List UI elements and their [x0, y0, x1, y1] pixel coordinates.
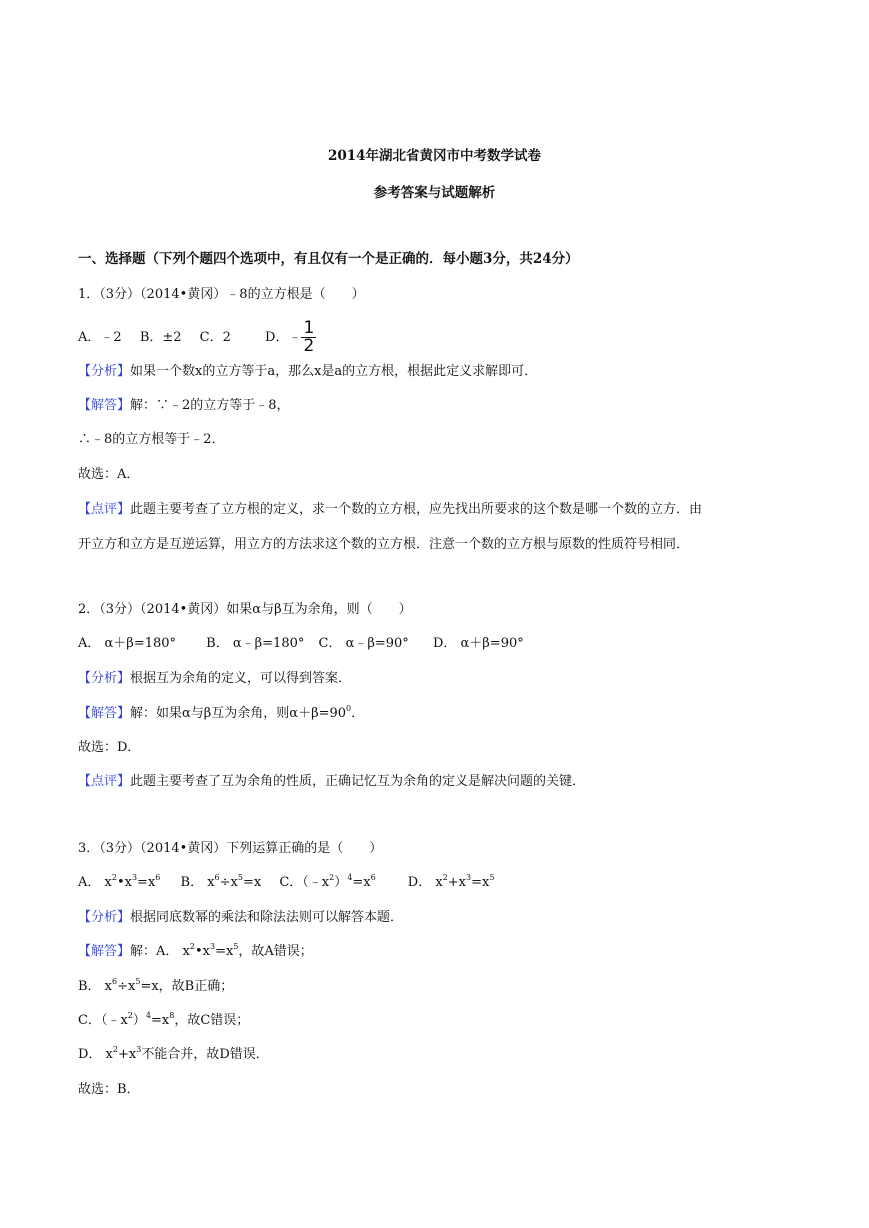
q2-option-c: C． α﹣β=90°: [318, 636, 409, 651]
q2-option-a: A． α＋β=180°: [78, 636, 177, 651]
q1-comment: [78, 501, 702, 519]
comment-tag: 【点评】: [78, 502, 131, 517]
fraction-numerator: 1: [303, 318, 315, 338]
q1-comment-text: 此题主要考查了立方根的定义，求一个数的立方根，应先找出所要求的这个数是哪一个数的立方．由: [130, 502, 703, 517]
analysis-tag: 【分析】: [78, 671, 131, 686]
q1-option-b: B．±2: [139, 330, 182, 345]
q2-option-b: B． α﹣β=180°: [206, 636, 305, 651]
q1-options: [78, 318, 316, 358]
solution-tag: 【解答】: [78, 398, 131, 413]
page-subtitle: 参考答案与试题解析: [373, 185, 496, 201]
q2-analysis: [78, 670, 351, 688]
q3-solution-line-b: B． $x^6\div x^5=x$，故B正确；: [78, 977, 234, 994]
q3-solution: 【解答】解：A． $x^2•x^3=x^5$，故A错误；: [78, 942, 313, 959]
q3-option-c: C．$(﹣x^2)^4=x^6$: [279, 873, 376, 890]
q3-stem: 3．（3分）（2014•黄冈）下列运算正确的是（ ）: [78, 841, 383, 856]
q3-analysis-text: 根据同底数幂的乘法和除法法则可以解答本题．: [130, 910, 404, 925]
q1-solution-line2: ∴﹣8的立方根等于﹣2．: [78, 432, 225, 447]
q1-comment-line2: 开立方和立方是互逆运算，用立方的方法求这个数的立方根．注意一个数的立方根与原数的性质符号相同．: [78, 537, 690, 552]
q2-options: [78, 635, 524, 653]
solution-tag: 【解答】: [78, 944, 131, 959]
q3-solution-line-d: D． $x^2+x^3$不能合并，故D错误．: [78, 1045, 269, 1062]
q1-solution: [78, 397, 290, 415]
q1-option-c: C．2: [199, 330, 231, 345]
q1-stem: 1．（3分）（2014•黄冈）﹣8的立方根是（ ）: [78, 287, 365, 302]
q2-solution-text: 解：如果α与β互为余角，则α＋β=90: [130, 706, 347, 721]
q2-analysis-text: 根据互为余角的定义，可以得到答案．: [130, 671, 352, 686]
solution-tag: 【解答】: [78, 706, 131, 721]
q3-choice: 故选：B．: [78, 1082, 140, 1097]
analysis-tag: 【分析】: [78, 910, 131, 925]
section-heading: 一、选择题（下列个题四个选项中，有且仅有一个是正确的．每小题3分，共24分）: [78, 251, 579, 267]
q1-choice: 故选：A．: [78, 467, 140, 482]
q2-comment: [78, 773, 585, 791]
q2-choice: 故选：D．: [78, 740, 141, 755]
q2-comment-text: 此题主要考查了互为余角的性质，正确记忆互为余角的定义是解决问题的关键．: [130, 774, 586, 789]
q2-solution-end: ．: [351, 706, 365, 721]
q2-solution: [78, 705, 364, 723]
q3-option-d: D． $x^2+x^3=x^5$: [407, 873, 495, 890]
q3-analysis: [78, 909, 403, 927]
q1-option-a: A．﹣2: [78, 330, 122, 345]
q1-analysis-text: 如果一个数x的立方等于a，那么x是a的立方根，根据此定义求解即可．: [130, 364, 538, 379]
q3-option-b: B． $x^6\div x^5=x$: [180, 873, 262, 890]
analysis-tag: 【分析】: [78, 364, 131, 379]
q2-option-d: D． α＋β=90°: [432, 636, 524, 651]
q3-option-a: A． $x^2•x^3=x^6$: [78, 873, 161, 890]
page-title: 2014年湖北省黄冈市中考数学试卷: [327, 148, 542, 164]
comment-tag: 【点评】: [78, 774, 131, 789]
q3-solution-line-c: C．$(﹣x^2)^4=x^8$，故C错误；: [78, 1011, 250, 1028]
q1-solution-text: 解：∵﹣2的立方等于﹣8，: [130, 398, 290, 413]
q3-options: [78, 874, 494, 892]
q1-analysis: [78, 363, 537, 381]
q2-stem: 2．（3分）（2014•黄冈）如果α与β互为余角，则（ ）: [78, 602, 412, 617]
q2-solution-superscript: 0: [346, 704, 352, 713]
q1-option-d: D．﹣: [265, 330, 302, 345]
fraction-denominator: 2: [303, 336, 315, 356]
q1-option-d-fraction: [301, 320, 316, 355]
